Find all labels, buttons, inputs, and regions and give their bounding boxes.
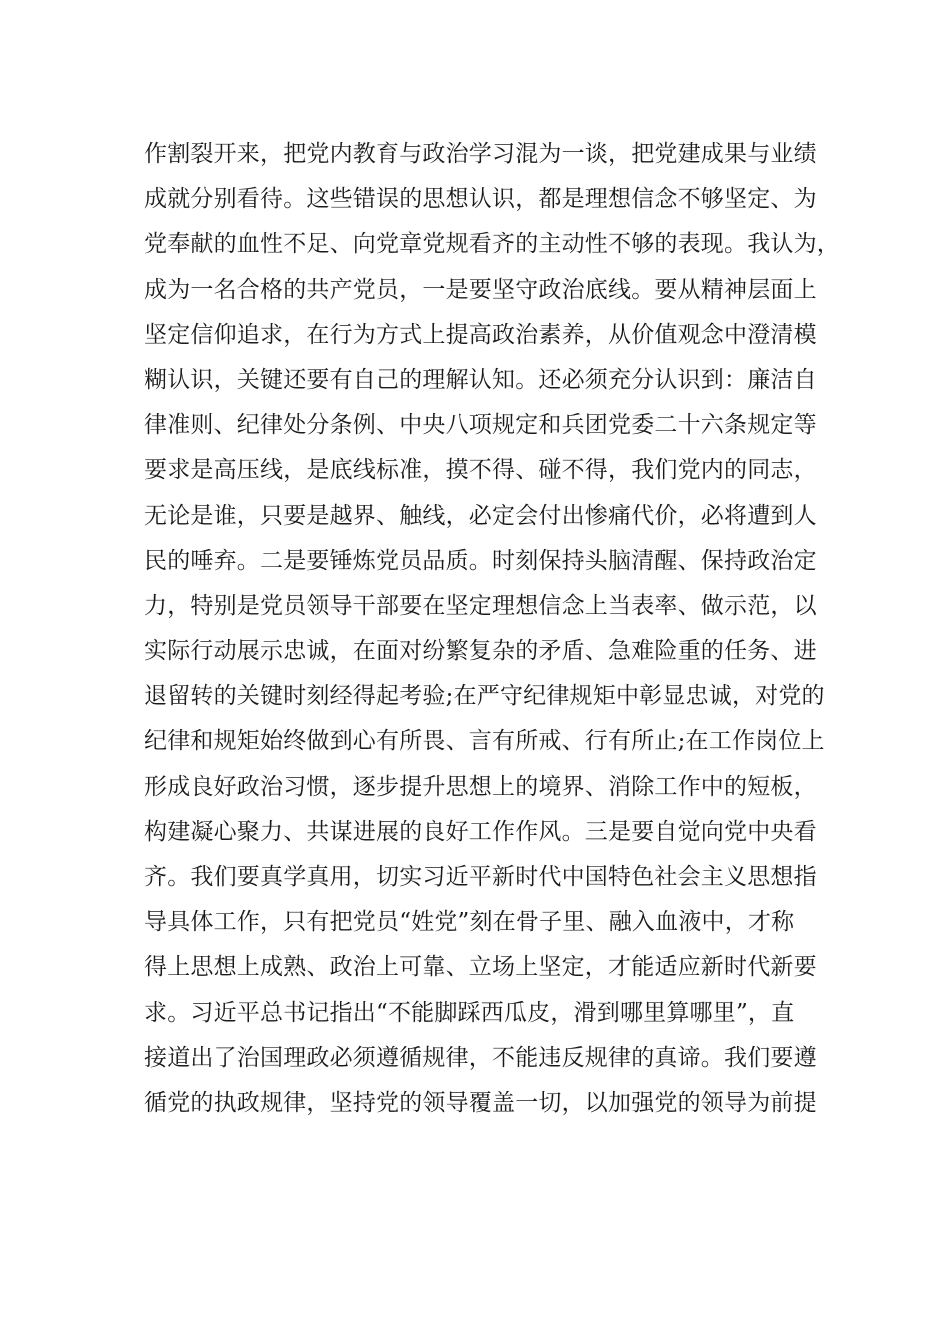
text-line: 坚定信仰追求，在行为方式上提高政治素养，从价值观念中澄清模 [144, 321, 817, 348]
text-line: 接道出了治国理政必须遵循规律，不能违反规律的真谛。我们要遵 [144, 1044, 817, 1071]
text-line: 求。习近平总书记指出“不能脚踩西瓜皮，滑到哪里算哪里”，直 [144, 999, 795, 1026]
text-line: 无论是谁，只要是越界、触线，必定会付出惨痛代价，必将遭到人 [144, 502, 817, 529]
text-line: 构建凝心聚力、共谋进展的良好工作作风。三是要自觉向党中央看 [144, 818, 817, 845]
text-line: 党奉献的血性不足、向党章党规看齐的主动性不够的表现。我认为， [144, 231, 840, 258]
text-line: 作割裂开来，把党内教育与政治学习混为一谈，把党建成果与业绩 [144, 141, 817, 167]
text-line: 形成良好政治习惯，逐步提升思想上的境界、消除工作中的短板， [144, 773, 817, 800]
text-line: 民的唾弃。二是要锤炼党员品质。时刻保持头脑清醒、保持政治定 [144, 547, 817, 574]
text-line: 循党的执政规律，坚持党的领导覆盖一切，以加强党的领导为前提 [144, 1089, 817, 1116]
text-line: 导具体工作，只有把党员“姓党”刻在骨子里、融入血液中，才称 [144, 909, 795, 936]
text-line: 成为一名合格的共产党员，一是要坚守政治底线。要从精神层面上 [144, 276, 817, 303]
text-line: 成就分别看待。这些错误的思想认识，都是理想信念不够坚定、为 [144, 186, 817, 213]
text-line: 要求是高压线，是底线标准，摸不得、碰不得，我们党内的同志， [144, 457, 817, 484]
body-text [144, 132, 844, 1126]
text-line: 糊认识，关键还要有自己的理解认知。还必须充分认识到：廉洁自 [144, 366, 817, 393]
text-line: 齐。我们要真学真用，切实习近平新时代中国特色社会主义思想指 [144, 864, 817, 890]
text-line: 纪律和规矩始终做到心有所畏、言有所戒、行有所止;在工作岗位上 [144, 728, 825, 755]
text-line: 退留转的关键时刻经得起考验;在严守纪律规矩中彰显忠诚，对党的 [144, 683, 825, 710]
text-line: 得上思想上成熟、政治上可靠、立场上坚定，才能适应新时代新要 [144, 954, 817, 981]
text-line: 力，特别是党员领导干部要在坚定理想信念上当表率、做示范，以 [144, 592, 817, 619]
text-line: 律准则、纪律处分条例、中央八项规定和兵团党委二十六条规定等 [144, 412, 817, 439]
text-line: 实际行动展示忠诚，在面对纷繁复杂的矛盾、急难险重的任务、进 [144, 638, 817, 665]
